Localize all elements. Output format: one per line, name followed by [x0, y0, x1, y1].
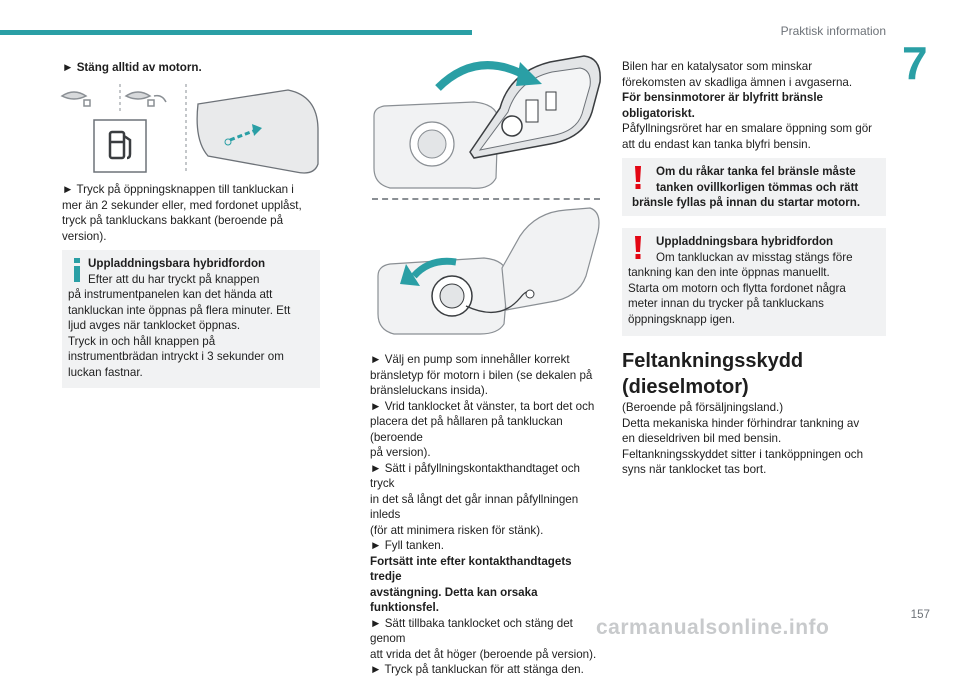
info-icon: [72, 258, 84, 282]
refuel-steps: [370, 352, 606, 678]
info-box-title: Uppladdningsbara hybridfordon: [88, 257, 266, 270]
text-line: syns när tanklocket tas bort.: [622, 463, 767, 476]
text-line: ► Tryck på tankluckan för att stänga den.: [370, 663, 584, 676]
text-line: på version).: [370, 446, 431, 459]
step-stop-engine: ► Stäng alltid av motorn.: [62, 61, 202, 74]
info-box-line: Tryck in och håll knappen på: [68, 334, 216, 348]
info-box: [62, 250, 320, 388]
text-line: ► Sätt i påfyllningskontakthandtaget och tryck: [370, 461, 580, 490]
warning-icon: [634, 166, 642, 190]
info-box-line: Efter att du har tryckt på knappen: [88, 272, 260, 286]
text-line: ► Vrid tanklocket åt vänster, ta bort det och: [370, 399, 595, 413]
heading-line: Feltankningsskydd: [622, 350, 804, 372]
warning-line: Om tankluckan av misstag stängs före: [656, 250, 853, 264]
bold-text-line: Fortsätt inte efter kontakthandtagets tredje: [370, 554, 572, 583]
text-line: förekomsten av skadliga ämnen i avgaserna.: [622, 75, 853, 89]
heading-line: (dieselmotor): [622, 376, 749, 398]
watermark: carmanualsonline.info: [596, 616, 830, 639]
page-number: 157: [910, 608, 930, 621]
misfuel-body: [622, 400, 888, 478]
bold-text-line: obligatoriskt.: [622, 106, 695, 120]
text-line: ► Sätt tillbaka tanklocket och stäng det genom: [370, 616, 573, 645]
warning-line: meter innan du trycker på tankluckans: [628, 297, 824, 310]
bold-text-line: För bensinmotorer är blyfritt bränsle: [622, 91, 823, 104]
running-header: Praktisk information: [780, 24, 886, 38]
warning-box-hybrid: [622, 228, 886, 336]
bold-text-line: avstängning. Detta kan orsaka funktionsfel.: [370, 585, 538, 614]
text-line: Påfyllningsröret har en smalare öppning som gör: [622, 122, 873, 135]
info-box-line: på instrumentpanelen kan det hända att: [68, 288, 273, 301]
catalytic-intro: [622, 59, 888, 152]
info-box-line: luckan fastnar.: [68, 365, 143, 379]
fuel-cap-removal-illustration: [370, 52, 604, 192]
step-press-button: [62, 182, 302, 244]
text-line: (Beroende på försäljningsland.): [622, 401, 784, 414]
text-line: en dieseldriven bil med bensin.: [622, 432, 782, 445]
warning-line: tankning kan den inte öppnas manuellt.: [628, 266, 830, 279]
text-line: tryck på tankluckans bakkant (beroende på: [62, 214, 284, 227]
text-line: (för att minimera risken för stänk).: [370, 523, 544, 537]
text-line: att vrida det åt höger (beroende på version).: [370, 647, 597, 661]
warning-box-wrong-fuel: [622, 158, 886, 216]
warning-icon: [634, 236, 642, 260]
fuel-button-illustration: [56, 80, 324, 176]
text-line: Bilen har en katalysator som minskar: [622, 60, 813, 73]
warning-line: Om du råkar tanka fel bränsle måste: [656, 165, 856, 178]
text-line: bränsleluckans insida).: [370, 384, 488, 397]
fuel-cap-tether-illustration: [370, 206, 604, 336]
text-line: Feltankningsskyddet sitter i tanköppningen och: [622, 447, 864, 461]
info-box-line: instrumentbrädan intryckt i 3 sekunder om: [68, 350, 284, 363]
warning-line: tanken ovillkorligen tömmas och rätt: [656, 180, 859, 194]
text-line: Detta mekaniska hinder förhindrar tankning av: [622, 416, 860, 430]
text-line: ► Fyll tanken.: [370, 539, 444, 552]
text-line: ► Tryck på öppningsknappen till tankluckan i: [62, 183, 294, 196]
section-heading: [622, 348, 803, 400]
info-box-line: tankluckan inte öppnas på flera minuter. Ett: [68, 303, 291, 317]
text-line: in det så långt det går innan påfyllningen inleds: [370, 492, 579, 521]
text-line: ► Välj en pump som innehåller korrekt: [370, 353, 570, 366]
header-accent-bar: [0, 30, 472, 35]
warning-line: bränsle fyllas på innan du startar motorn.: [632, 196, 861, 209]
warning-box-title: Uppladdningsbara hybridfordon: [656, 235, 834, 248]
text-line: att du endast kan tanka blyfri bensin.: [622, 137, 811, 151]
text-line: mer än 2 sekunder eller, med fordonet upplåst,: [62, 198, 302, 212]
divider: [372, 198, 600, 200]
chapter-number: 7: [902, 37, 928, 89]
steering-wheel-icon: [62, 92, 166, 106]
warning-line: öppningsknapp igen.: [628, 312, 736, 326]
text-line: placera det på hållaren på tankluckan (beroende: [370, 415, 563, 444]
info-box-line: ljud avges när tanklocket öppnas.: [68, 319, 241, 332]
warning-line: Starta om motorn och flytta fordonet några: [628, 281, 846, 295]
text-line: bränsletyp för motorn i bilen (se dekalen på: [370, 368, 593, 382]
text-line: version).: [62, 229, 107, 243]
